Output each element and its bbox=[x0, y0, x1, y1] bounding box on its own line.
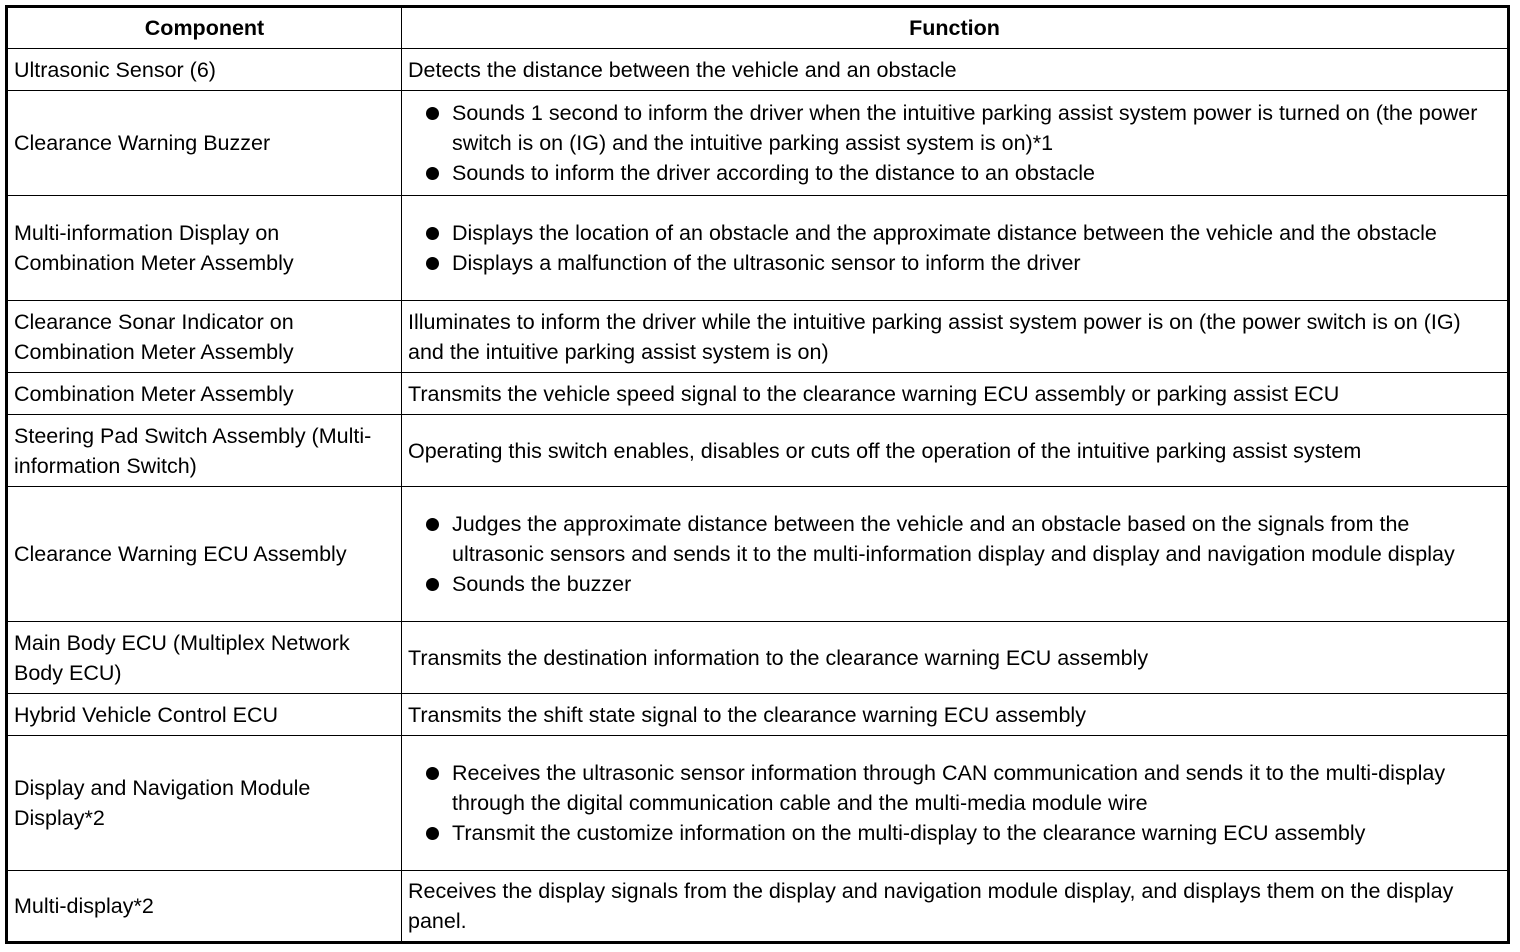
function-cell: Transmits the shift state signal to the clearance warning ECU assembly bbox=[402, 694, 1509, 736]
component-cell: Clearance Warning Buzzer bbox=[7, 91, 402, 196]
table-row bbox=[7, 301, 1509, 373]
bullet-icon bbox=[426, 227, 439, 240]
bullet-icon bbox=[426, 578, 439, 591]
component-cell: Hybrid Vehicle Control ECU bbox=[7, 694, 402, 736]
list-item bbox=[408, 248, 1501, 278]
list-item bbox=[408, 158, 1501, 188]
component-cell: Clearance Warning ECU Assembly bbox=[7, 487, 402, 622]
function-list bbox=[408, 507, 1501, 601]
component-cell: Clearance Sonar Indicator on Combination Meter Assembly bbox=[7, 301, 402, 373]
list-item bbox=[408, 98, 1501, 158]
list-item bbox=[408, 509, 1501, 569]
component-cell: Combination Meter Assembly bbox=[7, 373, 402, 415]
bullet-icon bbox=[426, 257, 439, 270]
function-list bbox=[408, 756, 1501, 850]
component-cell: Ultrasonic Sensor (6) bbox=[7, 49, 402, 91]
header-component: Component bbox=[7, 7, 402, 49]
list-item bbox=[408, 758, 1501, 818]
table-row bbox=[7, 736, 1509, 871]
function-cell: Detects the distance between the vehicle and an obstacle bbox=[402, 49, 1509, 91]
table-row bbox=[7, 415, 1509, 487]
function-cell: Operating this switch enables, disables or cuts off the operation of the intuitive parking assist system bbox=[402, 415, 1509, 487]
list-item bbox=[408, 218, 1501, 248]
component-cell: Multi-information Display on Combination Meter Assembly bbox=[7, 196, 402, 301]
function-cell: Illuminates to inform the driver while the intuitive parking assist system power is on (the power switch is on (IG) and the intuitive parking assist system is on) bbox=[402, 301, 1509, 373]
function-cell bbox=[402, 91, 1509, 196]
bullet-icon bbox=[426, 827, 439, 840]
header-function: Function bbox=[402, 7, 1509, 49]
bullet-icon bbox=[426, 767, 439, 780]
list-item-text: Sounds the buzzer bbox=[452, 572, 632, 596]
table-row bbox=[7, 622, 1509, 694]
function-cell: Transmits the vehicle speed signal to the clearance warning ECU assembly or parking assist ECU bbox=[402, 373, 1509, 415]
function-cell: Receives the display signals from the display and navigation module display, and displays them on the display panel. bbox=[402, 871, 1509, 943]
component-cell: Display and Navigation Module Display*2 bbox=[7, 736, 402, 871]
list-item-text: Sounds 1 second to inform the driver when the intuitive parking assist system power is turned on (the power switch is on (IG) and the intuitive parking assist system is on)*1 bbox=[452, 101, 1478, 155]
bullet-icon bbox=[426, 167, 439, 180]
list-item bbox=[408, 569, 1501, 599]
component-cell: Main Body ECU (Multiplex Network Body ECU) bbox=[7, 622, 402, 694]
bullet-icon bbox=[426, 107, 439, 120]
table-row bbox=[7, 49, 1509, 91]
list-item-text: Receives the ultrasonic sensor information through CAN communication and sends it to the multi-display through the digital communication cable and the multi-media module wire bbox=[452, 761, 1446, 815]
table-row bbox=[7, 487, 1509, 622]
list-item-text: Sounds to inform the driver according to the distance to an obstacle bbox=[452, 161, 1095, 185]
table-row bbox=[7, 871, 1509, 943]
component-cell: Multi-display*2 bbox=[7, 871, 402, 943]
function-cell bbox=[402, 196, 1509, 301]
table-row bbox=[7, 694, 1509, 736]
function-cell: Transmits the destination information to the clearance warning ECU assembly bbox=[402, 622, 1509, 694]
table-row bbox=[7, 91, 1509, 196]
function-list bbox=[408, 96, 1501, 190]
list-item-text: Judges the approximate distance between the vehicle and an obstacle based on the signals from the ultrasonic sensors and sends it to the multi-information display and display and navigation module display bbox=[452, 512, 1455, 566]
list-item-text: Displays a malfunction of the ultrasonic sensor to inform the driver bbox=[452, 251, 1081, 275]
header-row bbox=[7, 7, 1509, 49]
list-item-text: Displays the location of an obstacle and the approximate distance between the vehicle and the obstacle bbox=[452, 221, 1437, 245]
function-list bbox=[408, 216, 1501, 280]
table-row bbox=[7, 196, 1509, 301]
list-item-text: Transmit the customize information on the multi-display to the clearance warning ECU assembly bbox=[452, 821, 1366, 845]
component-function-table bbox=[5, 5, 1510, 944]
table-row bbox=[7, 373, 1509, 415]
list-item bbox=[408, 818, 1501, 848]
function-cell bbox=[402, 487, 1509, 622]
function-cell bbox=[402, 736, 1509, 871]
component-cell: Steering Pad Switch Assembly (Multi-information Switch) bbox=[7, 415, 402, 487]
bullet-icon bbox=[426, 518, 439, 531]
